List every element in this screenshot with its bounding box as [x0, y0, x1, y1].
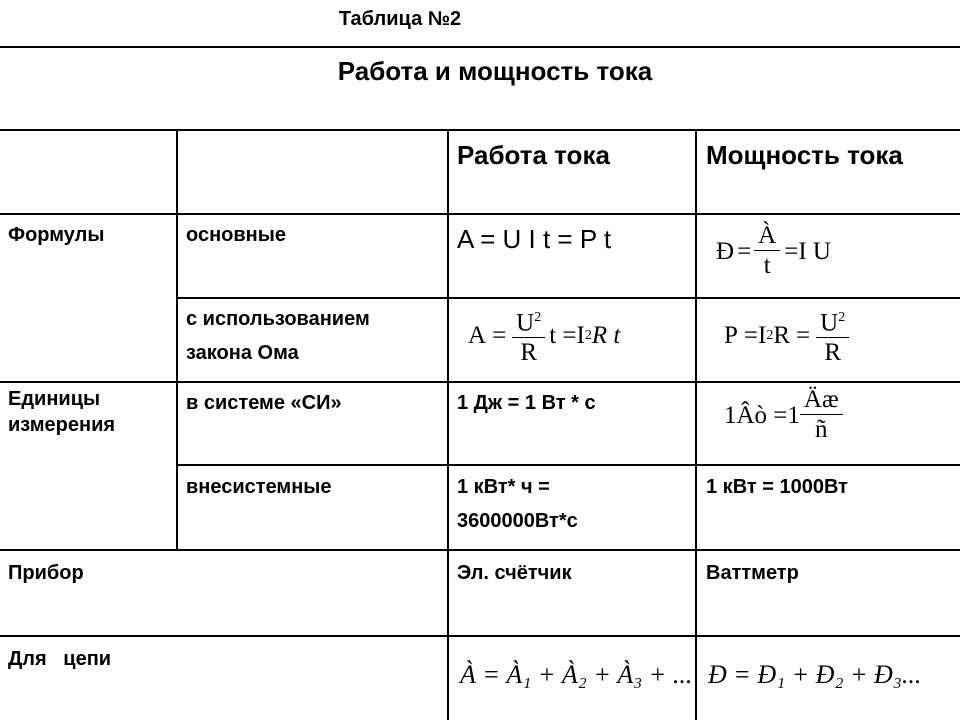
col-divider: [176, 130, 178, 550]
row-divider: [176, 464, 960, 466]
device-power: Ваттметр: [706, 562, 799, 584]
work-power-table: [0, 46, 960, 720]
row-divider: [0, 381, 960, 383]
formula-fraction: $\frac{U^2}{R}$: [512, 304, 545, 368]
formula-power-circuit: Ð = Ð₁ + Ð₂ + Ð₃...: [708, 660, 922, 689]
row-divider: [0, 635, 960, 637]
units-work-si: 1 Дж = 1 Вт * с: [457, 392, 596, 414]
row-label-device: Прибор: [8, 562, 84, 584]
formula-power-si: 1Âò =1 $\frac{Äæ}{ñ}$: [724, 386, 843, 445]
row-divider: [0, 129, 960, 131]
formula-power-ohm: P =I 2 R = $\frac{U^2}{R}$: [724, 304, 849, 368]
header-work: Работа тока: [457, 140, 610, 170]
table-title: Работа и мощность тока: [337, 56, 653, 86]
table-caption: [0, 8, 800, 31]
formula-work-basic: A = U I t = P t: [457, 224, 612, 254]
label-basic: основные: [186, 224, 286, 246]
formula-work-circuit: À = À₁ + À₂ + À₃ + ...: [460, 660, 693, 689]
row-label-circuit: Для цепи: [8, 648, 112, 670]
formula-work-ohm: A = $\frac{U^2}{R}$ t =I 2 R t: [468, 304, 620, 368]
formula-fraction: $\frac{Äæ}{ñ}$: [800, 386, 843, 445]
formula-fraction: $\frac{U^2}{R}$: [816, 304, 849, 368]
units-power-non-si: 1 кВт = 1000Вт: [706, 476, 848, 498]
row-label-formulas: Формулы: [8, 224, 105, 246]
row-divider: [0, 213, 960, 215]
label-si: в системе «СИ»: [186, 392, 342, 414]
row-divider: [176, 297, 960, 299]
col-divider: [447, 130, 449, 720]
label-non-si: внесистемные: [186, 476, 332, 498]
caption-text: Таблица №2: [338, 8, 462, 30]
label-ohm-line2: закона Ома: [186, 342, 299, 364]
table-border-top: [0, 46, 960, 48]
device-work: Эл. счётчик: [457, 562, 572, 584]
formula-power-basic: Ð = $\frac{À}{t}$ =I U: [716, 222, 831, 279]
col-divider: [695, 130, 697, 720]
formula-symbol: =I U: [784, 237, 831, 265]
header-power: Мощность тока: [706, 140, 903, 170]
label-ohm-line1: с использованием: [186, 308, 370, 330]
formula-symbol: Ð: [716, 237, 735, 265]
row-label-units: Единицы измерения: [8, 388, 116, 436]
row-divider: [0, 549, 960, 551]
formula-fraction: $\frac{À}{t}$: [754, 222, 780, 281]
units-work-non-si: 1 кВт* ч = 3600000Вт*с: [457, 476, 578, 532]
